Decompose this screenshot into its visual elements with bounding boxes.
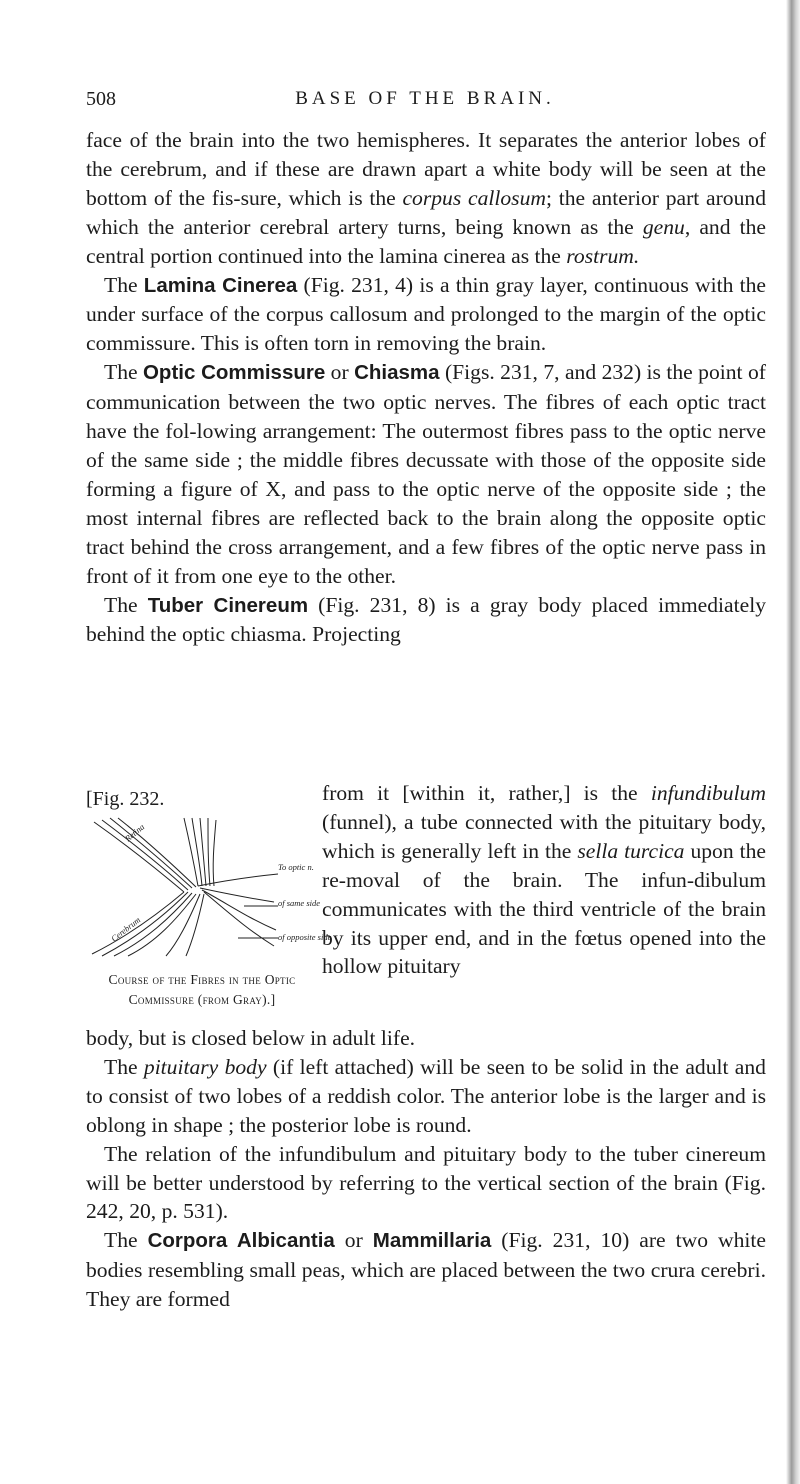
figure-232 bbox=[86, 788, 332, 1024]
text-run: (Figs. 231, 7, and 232) is the point of communication between the two optic nerves. The fibres of each optic tract have the fol-lowing arrangement: The outermost fibres pass to the optic nerve of the same side ; the middle fibres decussate with those of the opposite side forming a figure of X, and pass to the optic nerve of the opposite side ; the most internal fibres are reflected back to the brain along the opposite optic tract behind the cross arrangement, and a few fibres of the optic nerve pass in front of it from one eye to the other. bbox=[86, 360, 766, 588]
wrapped-text-infundibulum bbox=[322, 779, 766, 981]
bold-term: Optic Commissure bbox=[142, 361, 326, 385]
text-run: (Fig. 231, 8) is a gray body placed immediately behind the optic chiasma. Projecting bbox=[86, 592, 767, 647]
italic-term: pituitary body bbox=[143, 1054, 267, 1079]
label-opposite-side: of opposite side bbox=[278, 932, 332, 942]
paragraph-tuber-cinereum bbox=[86, 591, 766, 650]
text-run: (if left attached) will be seen to be solid in the adult and to consist of two lobes of a reddish color. The anterior lobe is the larger and is oblong in shape ; the posterior lobe is round. bbox=[86, 1054, 766, 1137]
optic-chiasma-illustration bbox=[88, 818, 332, 956]
bold-term: Chiasma bbox=[354, 361, 440, 385]
text-run: The bbox=[104, 592, 148, 617]
running-title: BASE OF THE BRAIN. bbox=[295, 88, 555, 109]
text-run: upon the re-moval of the brain. The infun-dibulum communicates with the third ventricle of the brain by its upper end, and in the fœtus opened into the hollow pituitary bbox=[322, 838, 766, 979]
italic-term: genu bbox=[642, 214, 685, 239]
text-run: face of the brain into the two hemispheres. It separates the anterior lobes of the cerebrum, and if these are drawn apart a white body will be seen at the bottom of the fis-sure, which is the bbox=[86, 128, 766, 210]
bold-term: Mammillaria bbox=[372, 1229, 492, 1253]
text-run: The bbox=[104, 360, 143, 385]
text-run: body, but is closed below in adult life. bbox=[86, 1026, 416, 1050]
paragraph-relation bbox=[86, 1140, 766, 1227]
upper-fibre-bundle bbox=[94, 818, 216, 892]
bold-term: Tuber Cinereum bbox=[147, 593, 309, 617]
caption-line-1: Course of the Fibres in the Optic bbox=[108, 972, 296, 987]
text-run: The bbox=[104, 1228, 148, 1253]
label-cerebrum: Cerebrum bbox=[109, 914, 143, 944]
label-retina: Retina bbox=[122, 821, 147, 844]
paragraph-body-closed bbox=[86, 1024, 766, 1053]
italic-term: rostrum. bbox=[566, 243, 640, 268]
text-run: (Fig. 231, 10) are two white bodies resembling small peas, which are placed between the two crura cerebri. They are formed bbox=[86, 1228, 766, 1312]
text-run: (Fig. 231, 4) is a thin gray layer, continuous with the under surface of the corpus callosum and prolonged to the margin of the optic commissure. This is often torn in removing the brain. bbox=[86, 272, 767, 356]
text-run: or bbox=[334, 1228, 373, 1253]
page-header bbox=[86, 88, 764, 114]
label-same-side: of same side bbox=[278, 898, 321, 908]
text-run: or bbox=[325, 360, 355, 385]
italic-term: sella turcica bbox=[577, 838, 685, 863]
paragraph-optic-commissure bbox=[86, 358, 766, 590]
body-text-bottom bbox=[86, 1024, 766, 1314]
paragraph-pituitary-body bbox=[86, 1053, 766, 1140]
figure-caption bbox=[86, 970, 318, 1010]
text-run: The bbox=[104, 1054, 144, 1079]
text-run: from it [within it, rather,] is the bbox=[322, 781, 651, 805]
paragraph-lamina-cinerea bbox=[86, 271, 766, 359]
label-to-optic-n: To optic n. bbox=[278, 862, 314, 872]
page-edge bbox=[786, 0, 800, 1484]
caption-line-2: Commissure (from Gray).] bbox=[128, 992, 276, 1007]
paragraph-corpus-callosum bbox=[86, 126, 766, 271]
text-run: ; the anterior part around which the anterior cerebral artery turns, being known as the bbox=[86, 185, 766, 239]
text-run: , and the central portion continued into the lamina cinerea as the bbox=[86, 214, 766, 268]
paragraph-corpora-albicantia bbox=[86, 1226, 766, 1314]
bold-term: Corpora Albicantia bbox=[147, 1229, 335, 1253]
bold-term: Lamina Cinerea bbox=[143, 273, 298, 297]
body-text-top bbox=[86, 126, 766, 649]
italic-term: corpus callosum bbox=[402, 185, 546, 210]
page-number: 508 bbox=[86, 88, 116, 110]
italic-term: infundibulum bbox=[650, 781, 766, 805]
lower-fibre-bundle bbox=[92, 892, 204, 956]
figure-label: [Fig. 232. bbox=[86, 788, 165, 810]
text-run: (funnel), a tube connected with the pituitary body, which is generally left in the bbox=[322, 809, 766, 863]
text-run: The bbox=[104, 272, 144, 297]
text-run: The relation of the infundibulum and pituitary body to the tuber cinereum will be better understood by referring to the vertical section of the brain (Fig. 242, 20, p. 531). bbox=[86, 1141, 766, 1224]
